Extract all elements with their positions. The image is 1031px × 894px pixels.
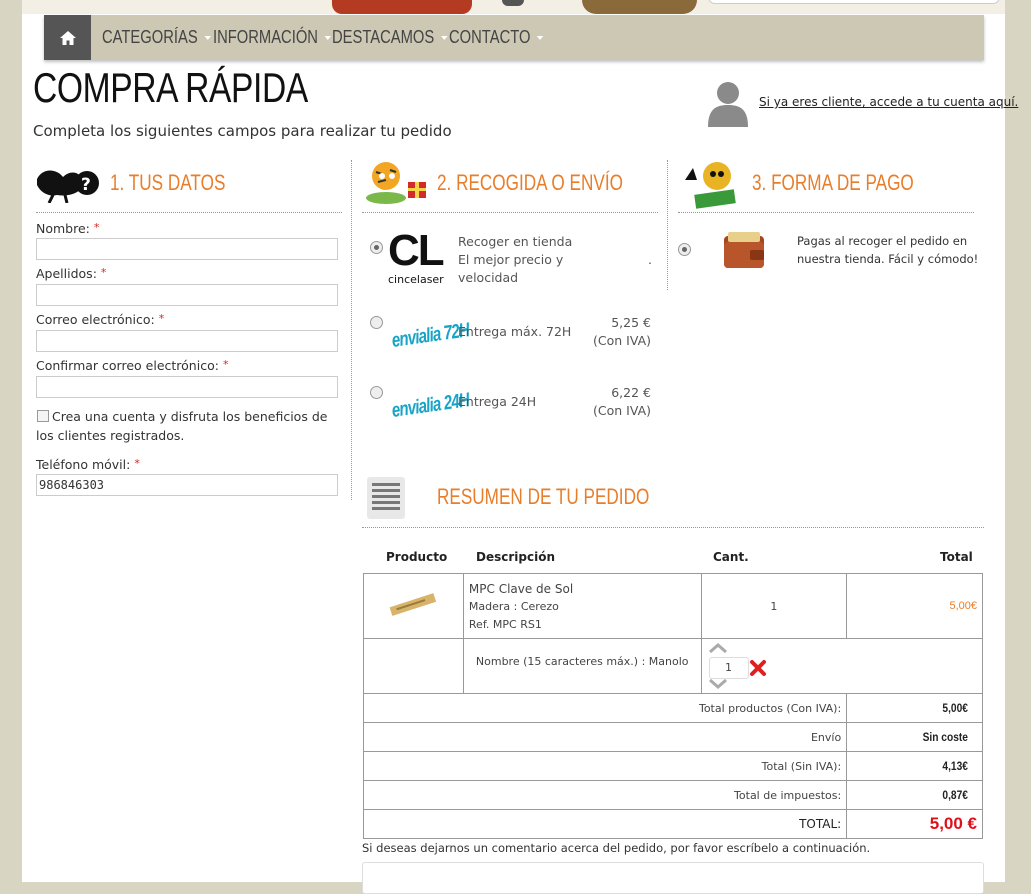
envialia-72h-logo: envialia 72H (390, 319, 471, 352)
page-title: COMPRA RÁPIDA (33, 64, 308, 111)
divider (351, 160, 352, 500)
col-header-total: Total (940, 550, 973, 564)
required-mark: * (134, 457, 140, 470)
required-mark: * (93, 221, 100, 234)
header-banner (22, 0, 1005, 14)
col-header-qty: Cant. (713, 550, 749, 564)
divider (36, 212, 342, 213)
product-image[interactable] (388, 590, 438, 620)
page-subtitle: Completa los siguientes campos para realizar tu pedido (33, 122, 452, 140)
divider (362, 527, 984, 528)
chevron-down-icon (537, 36, 544, 40)
totals-row (364, 694, 983, 723)
tiger-gift-icon (364, 158, 428, 208)
banner-decoration (582, 0, 697, 14)
nav-item-label: DESTACAMOS (332, 27, 435, 47)
login-link[interactable]: Si ya eres cliente, accede a tu cuenta aquí. (759, 95, 1019, 109)
col-header-product: Producto (386, 550, 448, 564)
totals-label: Total productos (Con IVA): (364, 694, 847, 723)
nav-item-informacion[interactable] (213, 15, 331, 60)
shipping-72h-price: 5,25 € (Con IVA) (592, 315, 651, 348)
shipping-24h-text: Entrega 24H (458, 394, 537, 409)
required-mark: * (222, 358, 229, 371)
grand-total-label: TOTAL: (364, 810, 847, 839)
totals-value: 0,87€ (857, 781, 972, 810)
product-name[interactable]: MPC Clave de Sol (468, 582, 574, 596)
required-mark: * (158, 312, 165, 325)
cincelaser-logo: CL cincelaser (388, 226, 444, 286)
chevron-down-icon (204, 36, 211, 40)
surname-field[interactable] (36, 284, 338, 306)
totals-value: 5,00€ (857, 694, 972, 723)
nav-item-label: CATEGORÍAS (102, 27, 198, 47)
totals-label: Envío (364, 723, 847, 752)
required-mark: * (100, 266, 107, 279)
section-title-forma-pago: 3. FORMA DE PAGO (752, 170, 914, 195)
divider (678, 212, 974, 213)
quantity-input[interactable]: 1 (709, 657, 749, 679)
section-title-resumen: RESUMEN DE TU PEDIDO (437, 484, 650, 509)
totals-value: Sin coste (857, 723, 972, 752)
totals-label: Total (Sin IVA): (364, 752, 847, 781)
divider (362, 212, 658, 213)
custom-field-cell: Nombre (15 caracteres máx.) : Manolo (463, 639, 701, 694)
product-qty-cell: 1 (701, 574, 847, 639)
chevron-up-icon[interactable] (709, 643, 727, 653)
totals-row (364, 781, 983, 810)
shipping-72h-text: Entrega máx. 72H (458, 324, 572, 339)
nav-item-contacto[interactable] (449, 15, 544, 60)
phone-label: Teléfono móvil: * (36, 457, 140, 472)
envialia-24h-logo: envialia 24H (390, 389, 471, 422)
wallet-icon (720, 228, 768, 272)
comment-label: Si deseas dejarnos un comentario acerca del pedido, por favor escríbelo a continuación. (362, 841, 871, 855)
product-description-cell (463, 574, 701, 639)
nav-item-label: CONTACTO (449, 27, 531, 47)
section-title-recogida: 2. RECOGIDA O ENVÍO (437, 170, 623, 195)
nav-item-destacamos[interactable] (332, 15, 447, 60)
product-attribute: Madera : Cerezo (468, 600, 559, 613)
list-icon (367, 477, 405, 519)
grand-total-row (364, 810, 983, 839)
chameleon-question-icon (35, 163, 101, 203)
delete-icon[interactable] (749, 659, 767, 677)
section-title-tus-datos: 1. TUS DATOS (110, 170, 226, 195)
product-image-cell (364, 574, 464, 639)
totals-label: Total de impuestos: (364, 781, 847, 810)
email-confirm-field[interactable] (36, 376, 338, 398)
banner-decoration (502, 0, 524, 6)
table-row (364, 574, 983, 639)
surname-label: Apellidos: * (36, 266, 107, 281)
product-ref: Ref. MPC RS1 (468, 618, 542, 631)
empty-cell (847, 639, 983, 694)
shipping-radio-24h[interactable] (370, 386, 383, 399)
comment-textarea[interactable] (362, 862, 984, 894)
email-field[interactable] (36, 330, 338, 352)
email-confirm-label: Confirmar correo electrónico: * (36, 358, 229, 373)
shipping-radio-72h[interactable] (370, 316, 383, 329)
divider (667, 160, 668, 290)
banner-decoration (332, 0, 472, 14)
chevron-down-icon (325, 36, 332, 40)
table-row (364, 639, 983, 694)
totals-value: 4,13€ (857, 752, 972, 781)
main-nav (44, 15, 984, 60)
nav-item-categorias[interactable] (102, 15, 211, 60)
shipping-pickup-price: . (648, 252, 652, 267)
col-header-description: Descripción (476, 550, 555, 564)
totals-row (364, 752, 983, 781)
grand-total-value: 5,00 € (847, 810, 983, 839)
totals-row (364, 723, 983, 752)
create-account-label: Crea una cuenta y disfruta los beneficios de los clientes registrados. (36, 409, 328, 443)
email-label: Correo electrónico: * (36, 312, 165, 327)
home-icon (60, 31, 76, 45)
payment-store-text: Pagas al recoger el pedido en nuestra tienda. Fácil y cómodo! (797, 234, 979, 266)
shipping-radio-pickup[interactable] (370, 241, 383, 254)
search-input[interactable] (708, 0, 1000, 4)
phone-field[interactable]: 986846303 (36, 474, 338, 496)
shipping-pickup-text: Recoger en tienda El mejor precio y velocidad (458, 234, 573, 285)
nav-item-label: INFORMACIÓN (213, 27, 318, 47)
payment-radio-store[interactable] (678, 243, 691, 256)
product-total-cell: 5,00€ (847, 574, 983, 639)
empty-cell (364, 639, 464, 694)
chevron-down-icon (441, 36, 448, 40)
cart-table (363, 573, 983, 839)
name-label: Nombre: * (36, 221, 100, 236)
home-button[interactable] (44, 15, 91, 60)
shipping-24h-price: 6,22 € (Con IVA) (592, 385, 651, 418)
user-icon (706, 79, 750, 127)
name-field[interactable] (36, 238, 338, 260)
coin-thumbs-up-icon (681, 158, 745, 210)
qty-control-cell (701, 639, 847, 694)
chevron-down-icon[interactable] (709, 679, 727, 689)
svg-text:?: ? (81, 175, 91, 195)
